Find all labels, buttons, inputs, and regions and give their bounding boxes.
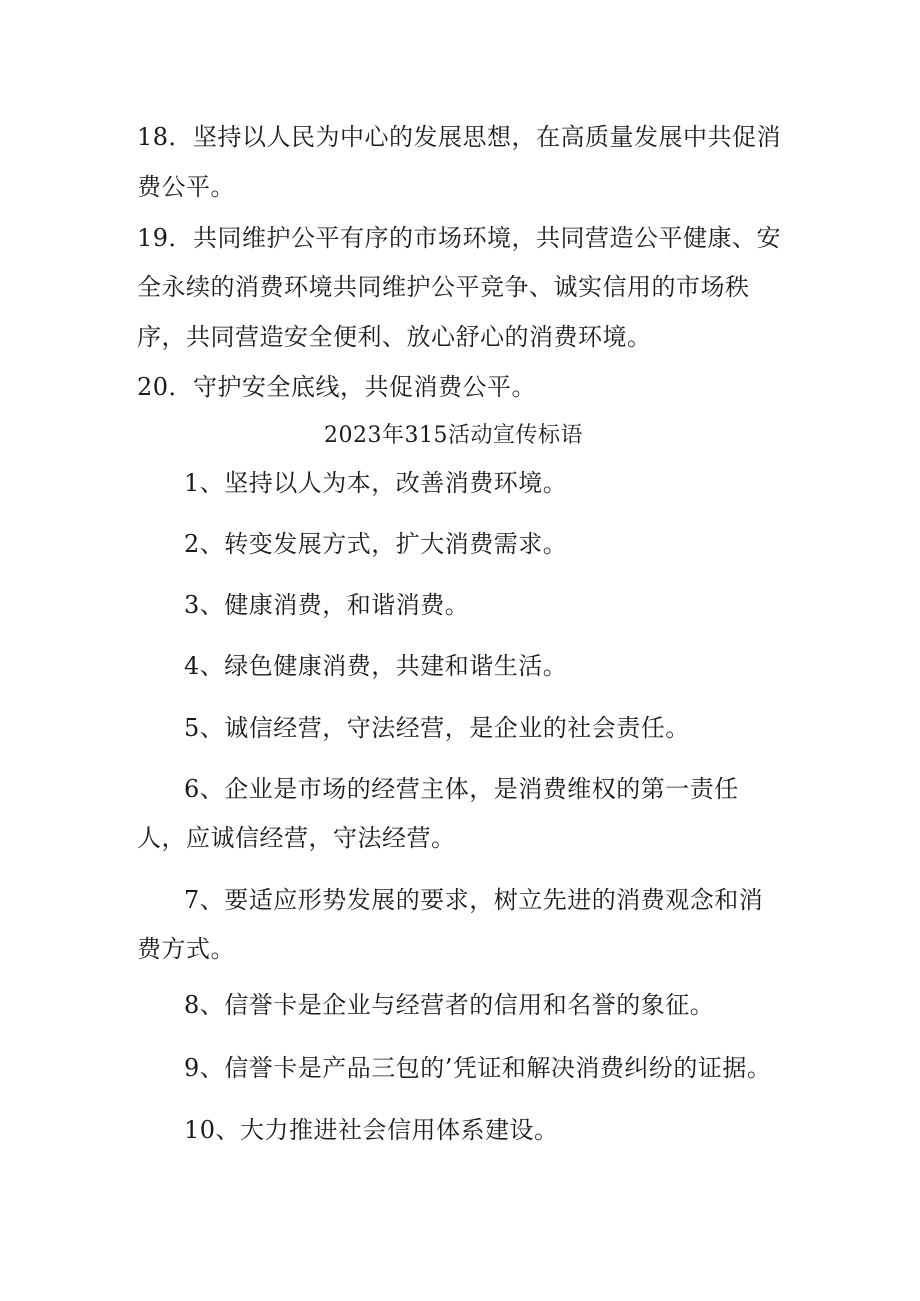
- item-19-line-3: 序，共同营造安全便利、放心舒心的消费环境。: [137, 323, 652, 351]
- slogan-1: 1、坚持以人为本，改善消费环境。: [184, 469, 568, 497]
- slogan-5: 5、诚信经营，守法经营，是企业的社会责任。: [184, 714, 690, 742]
- item-20-line-1: 20．守护安全底线，共促消费公平。: [137, 373, 537, 401]
- item-18-line-2: 费公平。: [137, 173, 235, 201]
- item-18-line-1: 18．坚持以人民为中心的发展思想，在高质量发展中共促消: [137, 123, 782, 151]
- slogan-10: 10、大力推进社会信用体系建设。: [184, 1116, 559, 1144]
- item-19-line-2: 全永续的消费环境共同维护公平竞争、诚实信用的市场秩: [137, 273, 750, 301]
- slogan-6-line-2: 人，应诚信经营，守法经营。: [137, 824, 456, 852]
- slogan-4: 4、绿色健康消费，共建和谐生活。: [184, 652, 568, 680]
- section-title: 2023年315活动宣传标语: [324, 423, 583, 448]
- slogan-7-line-1: 7、要适应形势发展的要求，树立先进的消费观念和消: [184, 886, 764, 914]
- slogan-2: 2、转变发展方式，扩大消费需求。: [184, 530, 568, 558]
- slogan-8: 8、信誉卡是企业与经营者的信用和名誉的象征。: [184, 991, 715, 1019]
- slogan-3: 3、健康消费，和谐消费。: [184, 591, 470, 619]
- slogan-9: 9、信誉卡是产品三包的’凭证和解决消费纠纷的证据。: [184, 1054, 772, 1082]
- slogan-6-line-1: 6、企业是市场的经营主体，是消费维权的第一责任: [184, 775, 739, 803]
- slogan-7-line-2: 费方式。: [137, 935, 235, 963]
- item-19-line-1: 19．共同维护公平有序的市场环境，共同营造公平健康、安: [137, 224, 782, 252]
